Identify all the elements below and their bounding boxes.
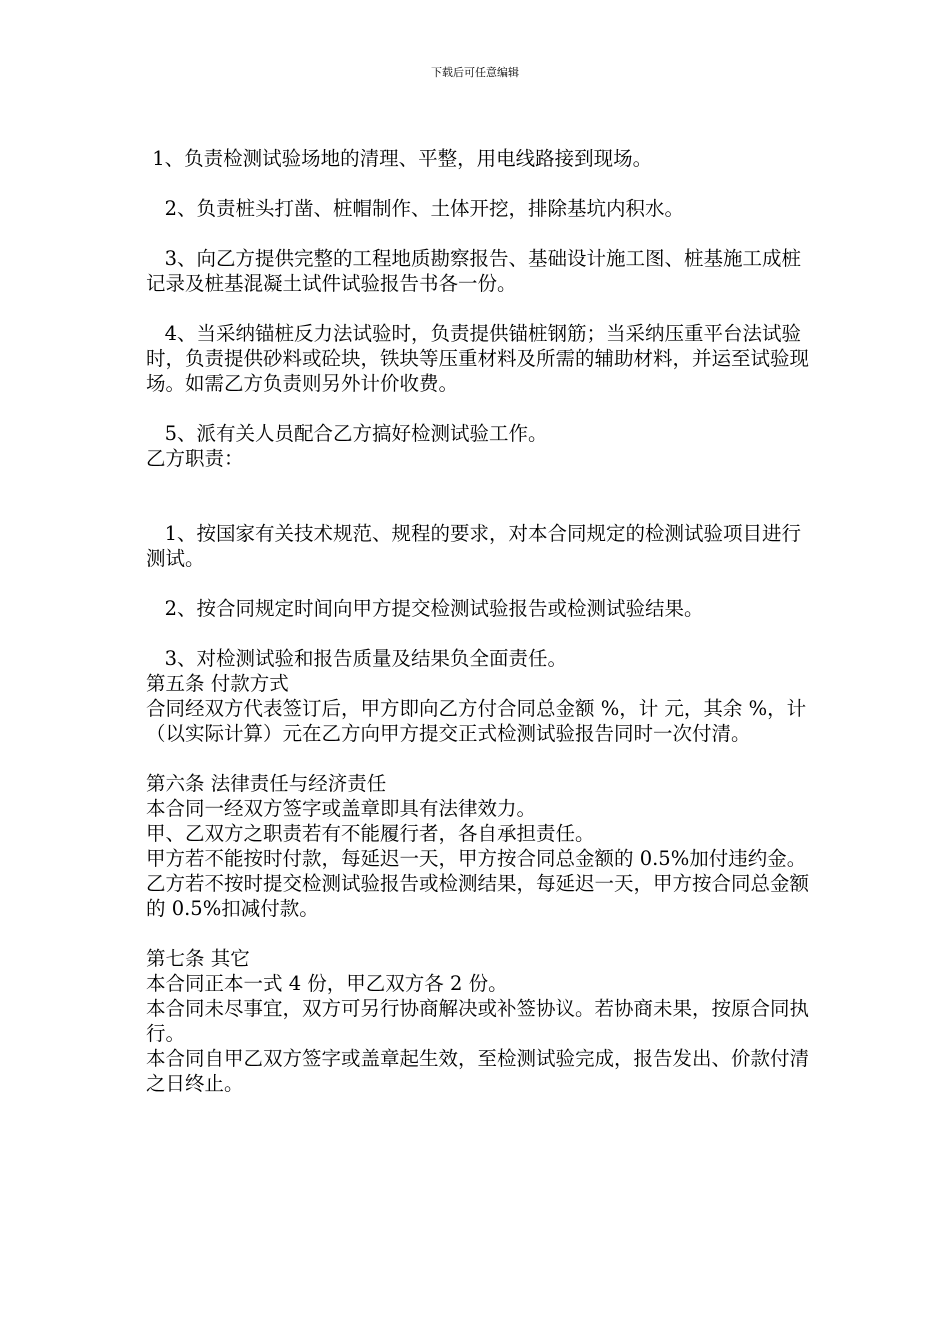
party-a-item: 4、当采纳锚桩反力法试验时，负责提供锚桩钢筋；当采纳压重平台法试验时，负责提供砂料或砼块，铁块等压重材料及所需的辅助材料，并运至试验现场。如需乙方负责则另外计价收费。	[146, 322, 810, 395]
article5-title: 第五条 付款方式	[146, 672, 289, 695]
article6-line: 甲、乙双方之职责若有不能履行者，各自承担责任。	[146, 822, 595, 845]
document-body	[146, 146, 816, 1096]
article7-line: 本合同自甲乙双方签字或盖章起生效，至检测试验完成，报告发出、价款付清之日终止。	[146, 1047, 810, 1095]
article6-title: 第六条 法律责任与经济责任	[146, 772, 387, 795]
article6-line: 甲方若不能按时付款，每延迟一天，甲方按合同总金额的 0.5%加付违约金。	[146, 847, 807, 870]
article7-title: 第七条 其它	[146, 947, 250, 970]
party-a-item: 1、负责检测试验场地的清理、平整，用电线路接到现场。	[146, 147, 653, 170]
party-b-item: 1、按国家有关技术规范、规程的要求，对本合同规定的检测试验项目进行测试。	[146, 522, 802, 570]
article7-line: 本合同未尽事宜，双方可另行协商解决或补签协议。若协商未果，按原合同执行。	[146, 997, 810, 1045]
article6-line: 本合同一经双方签字或盖章即具有法律效力。	[146, 797, 537, 820]
party-a-item: 5、派有关人员配合乙方搞好检测试验工作。	[146, 422, 548, 445]
party-a-item: 2、负责桩头打凿、桩帽制作、土体开挖，排除基坑内积水。	[146, 197, 685, 220]
article5-text: 合同经双方代表签订后，甲方即向乙方付合同总金额 %，计 元，其余 %，计（以实际计算）元在乙方向甲方提交正式检测试验报告同时一次付清。	[146, 697, 807, 745]
page-header-note: 下载后可任意编辑	[431, 66, 519, 79]
article7-line: 本合同正本一式 4 份，甲乙双方各 2 份。	[146, 972, 508, 995]
article6-line: 乙方若不按时提交检测试验报告或检测结果，每延迟一天，甲方按合同总金额的 0.5%扣减付款。	[146, 872, 810, 920]
party-b-item: 3、对检测试验和报告质量及结果负全面责任。	[146, 647, 568, 670]
party-b-item: 2、按合同规定时间向甲方提交检测试验报告或检测试验结果。	[146, 597, 704, 620]
party-b-title: 乙方职责：	[146, 447, 244, 470]
party-a-item: 3、向乙方提供完整的工程地质勘察报告、基础设计施工图、桩基施工成桩记录及桩基混凝土试件试验报告书各一份。	[146, 247, 802, 295]
